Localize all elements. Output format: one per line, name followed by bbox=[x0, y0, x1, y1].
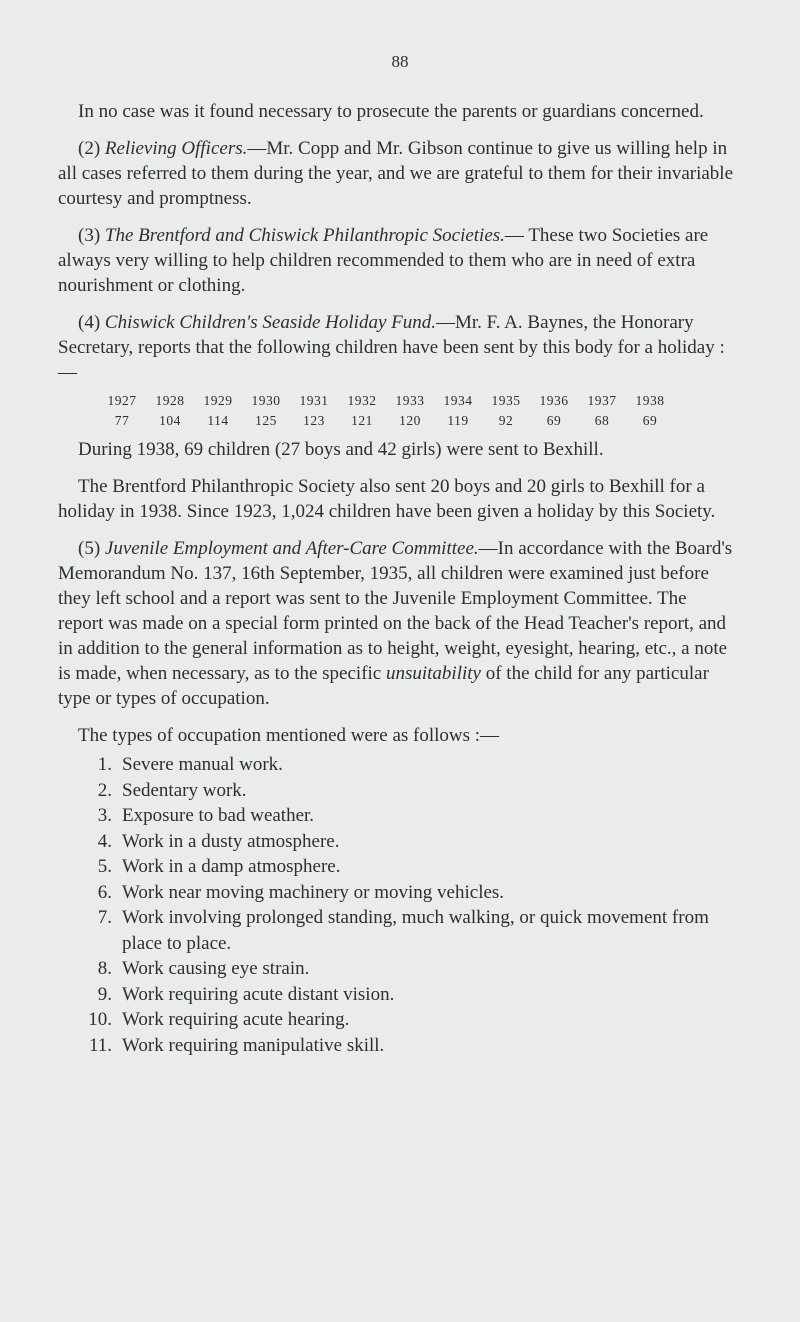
years-row bbox=[98, 391, 674, 411]
occupation-text: Work requiring acute hearing. bbox=[122, 1009, 350, 1030]
occupation-number: 11. bbox=[88, 1034, 112, 1056]
occupation-number: 3. bbox=[97, 805, 112, 826]
occupation-item bbox=[58, 829, 736, 855]
occupation-text: Work causing eye strain. bbox=[122, 958, 310, 979]
count-cell: 69 bbox=[642, 413, 658, 428]
section-number: (4) bbox=[78, 312, 101, 333]
count-cell: 120 bbox=[399, 413, 421, 428]
paragraph-occupation-intro bbox=[58, 723, 736, 748]
paragraph-text: of the child for any particular type or types of occupation. bbox=[58, 663, 709, 709]
occupation-text: Severe manual work. bbox=[122, 754, 283, 775]
occupation-item bbox=[58, 1033, 736, 1059]
occupation-item bbox=[58, 854, 736, 880]
count-cell: 123 bbox=[303, 413, 325, 428]
count-cell: 121 bbox=[351, 413, 373, 428]
count-cell: 68 bbox=[594, 413, 610, 428]
occupation-text: Work near moving machinery or moving vehicles. bbox=[122, 881, 505, 903]
section-heading: Chiswick Children's Seaside Holiday Fund. bbox=[104, 312, 436, 333]
paragraph-text: The types of occupation mentioned were as follows :— bbox=[78, 725, 500, 746]
year-cell: 1932 bbox=[347, 393, 377, 408]
count-cell: 104 bbox=[159, 413, 181, 428]
paragraph-seaside-holiday-fund bbox=[58, 310, 736, 385]
occupation-text: Work requiring manipulative skill. bbox=[122, 1034, 385, 1056]
occupation-text: Exposure to bad weather. bbox=[122, 805, 315, 826]
year-cell: 1934 bbox=[443, 393, 473, 408]
occupation-item bbox=[58, 1007, 736, 1033]
holiday-children-table bbox=[98, 391, 674, 431]
section-number: (5) bbox=[78, 538, 101, 559]
paragraph-text: —In accordance with the Board's Memorandum No. 137, 16th September, 1935, all children were examined just before they left school and a report was sent to the Juvenile Employment Committee. The report was made on a special form printed on the back of the Head Teacher's report, and in addition to the general information as to height, weight, eyesight, hearing, etc., a note is made, when necessary, as to the specific bbox=[58, 538, 733, 684]
occupation-number: 6. bbox=[97, 881, 112, 903]
occupation-number: 5. bbox=[97, 856, 112, 877]
year-cell: 1936 bbox=[539, 393, 569, 408]
count-cell: 114 bbox=[207, 413, 229, 428]
paragraph-text: In no case was it found necessary to prosecute the parents or guardians concerned. bbox=[78, 101, 704, 122]
occupation-number: 7. bbox=[97, 907, 112, 928]
year-cell: 1928 bbox=[155, 393, 185, 408]
paragraph-juvenile-employment bbox=[58, 536, 736, 711]
count-cell: 69 bbox=[546, 413, 562, 428]
year-cell: 1935 bbox=[491, 393, 521, 408]
emphasized-word: unsuitability bbox=[385, 663, 481, 684]
occupation-text: Sedentary work. bbox=[122, 779, 247, 801]
occupation-number: 10. bbox=[88, 1009, 112, 1030]
counts-row bbox=[98, 411, 674, 431]
year-cell: 1930 bbox=[251, 393, 281, 408]
occupation-list bbox=[58, 752, 736, 1058]
section-heading: Juvenile Employment and After-Care Committee. bbox=[104, 538, 479, 559]
year-cell: 1933 bbox=[395, 393, 425, 408]
occupation-item bbox=[58, 752, 736, 778]
year-cell: 1938 bbox=[635, 393, 665, 408]
year-cell: 1937 bbox=[587, 393, 617, 408]
occupation-item bbox=[58, 956, 736, 982]
paragraph-brentford-society bbox=[58, 474, 736, 524]
paragraph-text: —Mr. Copp and Mr. Gibson continue to give us willing help in all cases referred to them during the year, and we are grateful to them for their invariable courtesy and promptness. bbox=[58, 138, 734, 209]
occupation-item bbox=[58, 803, 736, 829]
paragraph-relieving-officers bbox=[58, 136, 736, 211]
count-cell: 92 bbox=[498, 413, 514, 428]
paragraph-text: —Mr. F. A. Baynes, the Honorary Secretary, reports that the following children have been sent by this body for a holiday :— bbox=[58, 312, 725, 383]
occupation-text: Work requiring acute distant vision. bbox=[122, 983, 395, 1005]
count-cell: 119 bbox=[447, 413, 469, 428]
section-number: (2) bbox=[78, 138, 101, 159]
year-cell: 1929 bbox=[203, 393, 233, 408]
year-cell: 1931 bbox=[299, 393, 329, 408]
page-number: 88 bbox=[391, 52, 409, 71]
paragraph-text: During 1938, 69 children (27 boys and 42 girls) were sent to Bexhill. bbox=[78, 439, 604, 460]
paragraph-philanthropic-societies bbox=[58, 223, 736, 298]
occupation-number: 1. bbox=[97, 754, 112, 775]
count-cell: 77 bbox=[114, 413, 130, 428]
occupation-number: 4. bbox=[97, 830, 112, 852]
section-number: (3) bbox=[78, 225, 101, 246]
section-heading: Relieving Officers. bbox=[104, 138, 248, 159]
occupation-text: Work in a dusty atmosphere. bbox=[122, 830, 340, 852]
paragraph-text: — These two Societies are always very willing to help children recommended to them who are in need of extra nourishment or clothing. bbox=[58, 225, 709, 296]
paragraph-text: The Brentford Philanthropic Society also sent 20 boys and 20 girls to Bexhill for a holiday in 1938. Since 1923, 1,024 children have been given a holiday by this Society. bbox=[58, 476, 716, 522]
paragraph-bexhill-1938 bbox=[58, 437, 736, 462]
occupation-number: 8. bbox=[97, 958, 112, 979]
page-body bbox=[58, 99, 736, 1058]
occupation-item bbox=[58, 880, 736, 906]
count-cell: 125 bbox=[255, 413, 277, 428]
year-cell: 1927 bbox=[107, 393, 137, 408]
occupation-text: Work in a damp atmosphere. bbox=[122, 856, 341, 877]
paragraph-prosecution bbox=[58, 99, 736, 124]
occupation-number: 2. bbox=[97, 779, 112, 801]
section-heading: The Brentford and Chiswick Philanthropic Societies. bbox=[104, 225, 505, 246]
occupation-item bbox=[58, 905, 736, 956]
occupation-text: Work involving prolonged standing, much walking, or quick movement from place to place. bbox=[122, 907, 709, 954]
occupation-item bbox=[58, 982, 736, 1008]
occupation-item bbox=[58, 778, 736, 804]
occupation-number: 9. bbox=[97, 983, 112, 1005]
